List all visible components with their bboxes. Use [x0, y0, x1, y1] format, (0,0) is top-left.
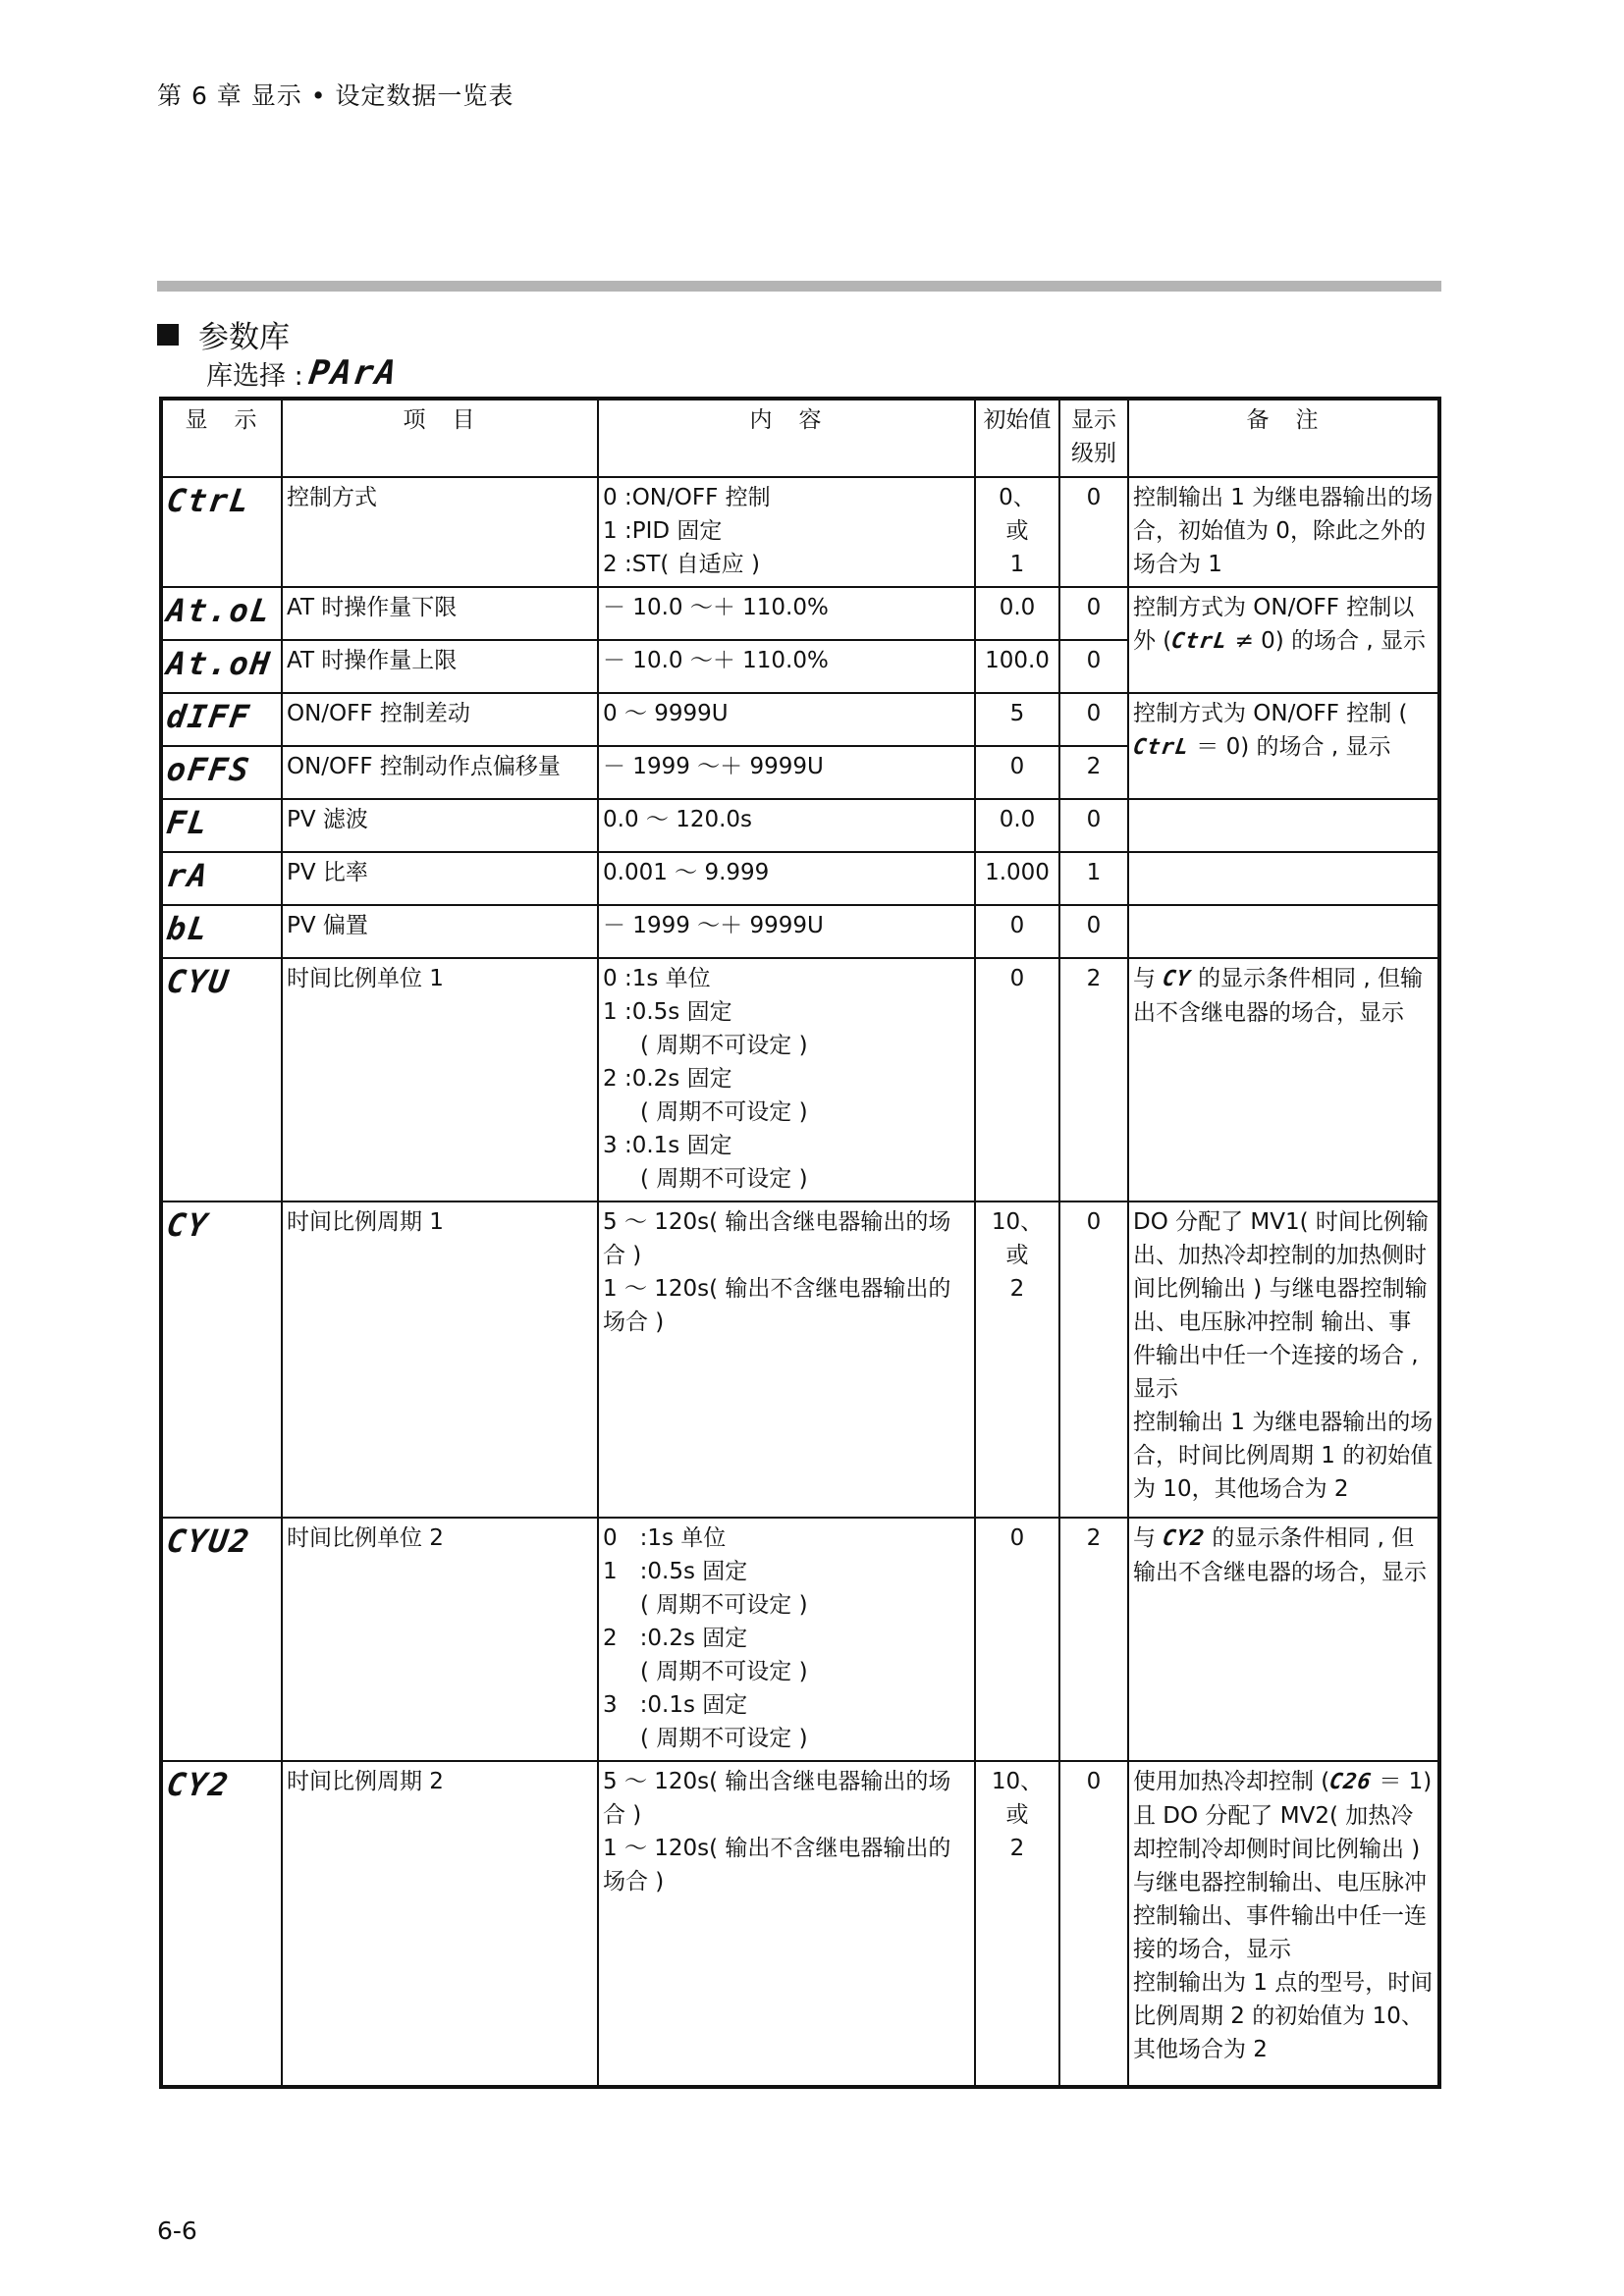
col-header-initial: 初始值 [975, 399, 1059, 477]
table-row [161, 1201, 1439, 1518]
row-item: ON/OFF 控制动作点偏移量 [282, 746, 598, 799]
parameter-table [159, 397, 1441, 2089]
row-remark: 控制输出 1 为继电器输出的场合，初始值为 0，除此之外的场合为 1 [1128, 477, 1439, 587]
content-line: 0 :1s 单位 [603, 1525, 727, 1551]
initial-line: 或 [1005, 518, 1029, 544]
row-code [161, 587, 282, 640]
initial-line: 0、 [999, 485, 1036, 510]
remark-text: 控制方式为 ON/OFF 控制 ( [1133, 701, 1408, 726]
row-level: 0 [1059, 693, 1128, 746]
row-item: 时间比例单位 1 [282, 958, 598, 1201]
table-header-row [161, 399, 1439, 477]
table-row [161, 905, 1439, 958]
content-line: 1 ～ 120s( 输出不含继电器输出的场合 ) [603, 1836, 951, 1895]
table-row [161, 477, 1439, 587]
remark-text: ＝ 0) 的场合 , 显示 [1188, 734, 1391, 760]
row-item: PV 滤波 [282, 799, 598, 852]
row-level: 1 [1059, 852, 1128, 905]
table-row [161, 852, 1439, 905]
row-code [161, 640, 282, 693]
content-line: ( 周期不可设定 ) [640, 1033, 808, 1058]
row-content [598, 1201, 975, 1518]
row-initial: 1.000 [975, 852, 1059, 905]
initial-line: 10、 [991, 1209, 1044, 1235]
display-code: oFFS [164, 751, 253, 788]
row-level: 0 [1059, 1761, 1128, 2087]
square-bullet-icon [157, 324, 179, 346]
remark-text: 的显示条件相同 , 但输出不含继电器的场合，显示 [1133, 1525, 1427, 1585]
content-line: 1 :0.5s 固定 [603, 999, 732, 1025]
row-initial: 0 [975, 1518, 1059, 1761]
remark-text: 控制输出为 1 点的型号，时间比例周期 2 的初始值为 10、其他场合为 2 [1133, 1970, 1434, 2062]
row-level: 0 [1059, 799, 1128, 852]
row-initial: 0 [975, 958, 1059, 1201]
row-code [161, 905, 282, 958]
row-initial: 0 [975, 905, 1059, 958]
row-code [161, 799, 282, 852]
row-initial: 0.0 [975, 799, 1059, 852]
table-row [161, 1761, 1439, 2087]
row-initial: 0.0 [975, 587, 1059, 640]
col-header-content: 内 容 [598, 399, 975, 477]
row-item: PV 比率 [282, 852, 598, 905]
initial-line: 2 [1009, 1276, 1025, 1302]
row-level: 2 [1059, 958, 1128, 1201]
row-code [161, 1518, 282, 1761]
row-content: － 1999 ～＋ 9999U [598, 905, 975, 958]
remark-text: 控制输出 1 为继电器输出的场合，时间比例周期 1 的初始值为 10，其他场合为 2 [1133, 1410, 1434, 1502]
remark-text: 与 [1133, 966, 1164, 991]
section-divider [157, 281, 1441, 292]
remark-text: 控制方式为 ON/OFF 控制以外 ( [1133, 595, 1415, 654]
display-code: CYU2 [164, 1522, 253, 1560]
col-header-level-line1: 显示 [1071, 407, 1116, 433]
remark-code: CY [1161, 967, 1193, 991]
initial-line: 或 [1005, 1802, 1029, 1828]
row-level: 0 [1059, 587, 1128, 640]
remark-code: CtrL [1131, 735, 1191, 760]
bank-label: 库选择 : [206, 360, 303, 392]
table-row [161, 587, 1439, 640]
remark-code: CtrL [1169, 629, 1230, 654]
content-line: 2 :0.2s 固定 [603, 1066, 732, 1092]
table-row [161, 1518, 1439, 1761]
row-item: AT 时操作量下限 [282, 587, 598, 640]
content-line: 1 :PID 固定 [603, 518, 723, 544]
row-item: 时间比例单位 2 [282, 1518, 598, 1761]
row-initial [975, 477, 1059, 587]
remark-text-pre: 使用加热冷却控制 ( [1133, 1769, 1330, 1794]
row-remark [1128, 1761, 1439, 2087]
remark-text: DO 分配了 MV1( 时间比例输出、加热冷却控制的加热侧时间比例输出 ) 与继电器控制输出、电压脉冲控制 输出、事件输出中任一个连接的场合 , 显示 [1133, 1209, 1429, 1402]
row-code [161, 746, 282, 799]
row-level: 2 [1059, 746, 1128, 799]
row-level: 0 [1059, 640, 1128, 693]
row-item: PV 偏置 [282, 905, 598, 958]
row-item: ON/OFF 控制差动 [282, 693, 598, 746]
initial-line: 10、 [991, 1769, 1044, 1794]
content-line: ( 周期不可设定 ) [640, 1726, 808, 1751]
col-header-level [1059, 399, 1128, 477]
display-code: At.oH [164, 645, 274, 682]
section-heading [157, 312, 290, 356]
display-code: At.oL [164, 592, 274, 629]
display-code: dIFF [164, 698, 253, 735]
row-code [161, 477, 282, 587]
row-code [161, 852, 282, 905]
row-level: 0 [1059, 1201, 1128, 1518]
table-row [161, 693, 1439, 746]
row-code [161, 693, 282, 746]
row-remark [1128, 587, 1439, 693]
remark-code: CY2 [1161, 1526, 1207, 1551]
content-line: 0 :ON/OFF 控制 [603, 485, 771, 510]
row-content: － 10.0 ～＋ 110.0% [598, 587, 975, 640]
content-line: 5 ～ 120s( 输出含继电器输出的场合 ) [603, 1209, 951, 1268]
row-remark [1128, 1518, 1439, 1761]
remark-text [1133, 1765, 1434, 1966]
initial-line: 2 [1009, 1836, 1025, 1861]
row-code [161, 1761, 282, 2087]
chapter-header: 第 6 章 显示 • 设定数据一览表 [157, 81, 514, 110]
row-initial: 0 [975, 746, 1059, 799]
remark-text-post: ＝ 1) 且 DO 分配了 MV2( 加热冷却控制冷却侧时间比例输出 ) 与继电器控制输出、电压脉冲控制输出、事件输出中任一连接的场合，显示 [1133, 1769, 1433, 1962]
row-item: 时间比例周期 2 [282, 1761, 598, 2087]
row-content [598, 958, 975, 1201]
col-header-level-line2: 级别 [1071, 441, 1116, 466]
content-line: ( 周期不可设定 ) [640, 1592, 808, 1618]
row-content: 0.001 ～ 9.999 [598, 852, 975, 905]
display-code: CtrL [164, 482, 253, 519]
row-level: 0 [1059, 477, 1128, 587]
content-line: 3 :0.1s 固定 [603, 1692, 748, 1718]
content-line: 2 :ST( 自适应 ) [603, 552, 760, 577]
content-line: 1 :0.5s 固定 [603, 1559, 748, 1584]
table-row [161, 958, 1439, 1201]
row-remark [1128, 852, 1439, 905]
display-code: CY2 [164, 1766, 233, 1803]
initial-line: 或 [1005, 1243, 1029, 1268]
remark-text: 的显示条件相同 , 但输出不含继电器的场合，显示 [1133, 966, 1424, 1026]
row-remark [1128, 958, 1439, 1201]
bank-selection [206, 353, 401, 393]
content-line: ( 周期不可设定 ) [640, 1659, 808, 1684]
row-remark [1128, 693, 1439, 799]
content-line: 1 ～ 120s( 输出不含继电器输出的场合 ) [603, 1276, 951, 1335]
display-code: CYU [164, 963, 233, 1000]
remark-text: ≠ 0) 的场合 , 显示 [1227, 628, 1427, 654]
table-row [161, 799, 1439, 852]
section-title: 参数库 [198, 320, 290, 355]
content-line: ( 周期不可设定 ) [640, 1099, 808, 1125]
page-number: 6-6 [157, 2216, 197, 2245]
row-content [598, 1761, 975, 2087]
row-initial [975, 1201, 1059, 1518]
content-line: ( 周期不可设定 ) [640, 1166, 808, 1192]
row-level: 2 [1059, 1518, 1128, 1761]
display-code: FL [164, 804, 212, 841]
display-code: CY [164, 1206, 212, 1244]
row-content: 0.0 ～ 120.0s [598, 799, 975, 852]
row-code [161, 1201, 282, 1518]
row-content: 0 ～ 9999U [598, 693, 975, 746]
col-header-item: 项 目 [282, 399, 598, 477]
row-content [598, 477, 975, 587]
row-content: － 10.0 ～＋ 110.0% [598, 640, 975, 693]
initial-line: 1 [1009, 552, 1025, 577]
content-line: 2 :0.2s 固定 [603, 1626, 748, 1651]
row-initial: 5 [975, 693, 1059, 746]
row-initial: 100.0 [975, 640, 1059, 693]
row-initial [975, 1761, 1059, 2087]
row-content: － 1999 ～＋ 9999U [598, 746, 975, 799]
row-item: AT 时操作量上限 [282, 640, 598, 693]
col-header-remark: 备 注 [1128, 399, 1439, 477]
row-remark [1128, 1201, 1439, 1518]
row-item: 控制方式 [282, 477, 598, 587]
remark-code: C26 [1327, 1770, 1374, 1794]
row-code [161, 958, 282, 1201]
row-level: 0 [1059, 905, 1128, 958]
bank-code: PArA [305, 353, 401, 393]
display-code: rA [164, 857, 212, 894]
row-remark [1128, 799, 1439, 852]
remark-text: 与 [1133, 1525, 1164, 1551]
col-header-display: 显 示 [161, 399, 282, 477]
content-line: 5 ～ 120s( 输出含继电器输出的场合 ) [603, 1769, 951, 1828]
row-remark [1128, 905, 1439, 958]
content-line: 3 :0.1s 固定 [603, 1133, 732, 1158]
row-item: 时间比例周期 1 [282, 1201, 598, 1518]
content-line: 0 :1s 单位 [603, 966, 711, 991]
display-code: bL [164, 910, 212, 947]
row-content [598, 1518, 975, 1761]
